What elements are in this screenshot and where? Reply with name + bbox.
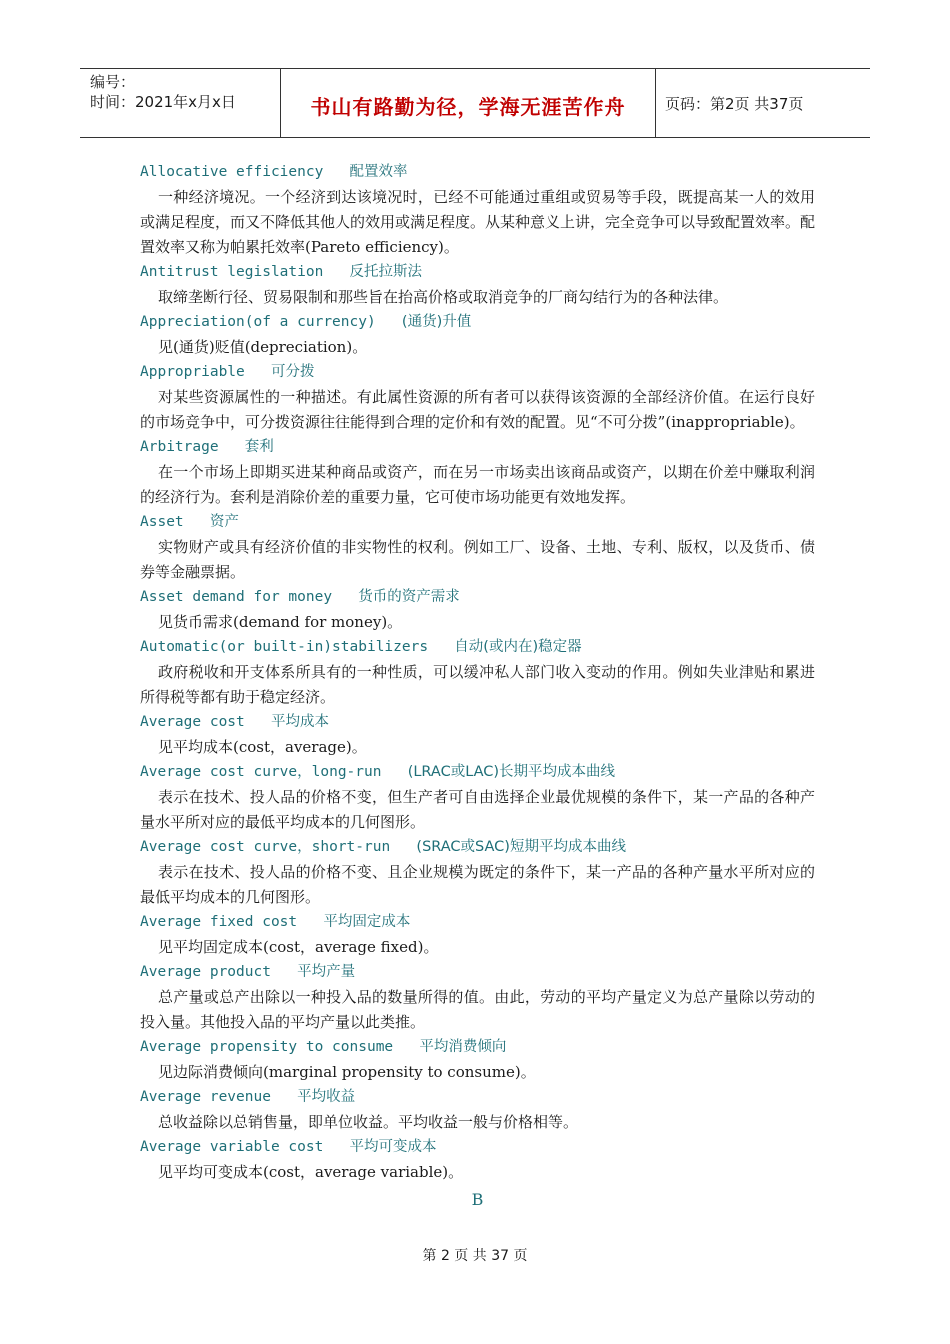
entry-term (140, 835, 815, 860)
glossary-entry (140, 960, 815, 1035)
entry-definition: 见货币需求(demand for money)。 (158, 613, 403, 631)
entry-definition: 一种经济境况。一个经济到达该境况时，已经不可能通过重组或贸易等手段，既提高某一人的效用或满足程度，而又不降低其他人的效用或满足程度。从某种意义上讲，完全竞争可以导致配置效率。配置效率又称为帕累托效率(Pareto efficiency)。 (140, 188, 816, 256)
glossary-entry (140, 435, 815, 510)
entry-term (140, 1085, 815, 1110)
entry-term (140, 585, 815, 610)
entry-term (140, 160, 815, 185)
glossary-entry (140, 1135, 815, 1185)
entry-term (140, 910, 815, 935)
entry-definition: 实物财产或具有经济价值的非实物性的权利。例如工厂、设备、土地、专利、版权，以及货币、债券等金融票据。 (140, 538, 815, 581)
term-en: Average cost (140, 714, 245, 730)
term-en: Average propensity to consume (140, 1039, 394, 1055)
term-en: Average cost curve，short-run (140, 839, 391, 855)
entry-definition: 表示在技术、投人品的价格不变，但生产者可自由选择企业最优规模的条件下，某一产品的各种产量水平所对应的最低平均成本的几何图形。 (140, 788, 815, 831)
entry-term (140, 1135, 815, 1160)
term-en: Average product (140, 964, 271, 980)
glossary-entry (140, 635, 815, 710)
term-zh: 平均收益 (297, 1089, 356, 1105)
entry-term (140, 960, 815, 985)
section-letter: B (471, 1190, 484, 1209)
glossary-entry (140, 585, 815, 635)
entry-definition: 对某些资源属性的一种描述。有此属性资源的所有者可以获得该资源的全部经济价值。在运行良好的市场竞争中，可分拨资源往往能得到合理的定价和有效的配置。见“不可分拨”(inappropriable)。 (140, 388, 815, 431)
term-en: Asset demand for money (140, 589, 333, 605)
term-zh: (通货)升值 (401, 314, 472, 330)
glossary-entry (140, 835, 815, 910)
glossary-content (140, 160, 815, 1213)
entry-definition: 见平均固定成本(cost，average fixed)。 (158, 938, 439, 956)
entry-definition: 见平均成本(cost，average)。 (158, 738, 367, 756)
term-en: Automatic(or built-in)stabilizers (140, 639, 429, 655)
glossary-entry (140, 910, 815, 960)
entry-term (140, 310, 815, 335)
header-motto-cell (280, 69, 656, 137)
entry-definition: 总收益除以总销售量，即单位收益。平均收益一般与价格相等。 (158, 1113, 579, 1131)
entry-definition: 见边际消费倾向(marginal propensity to consume)。 (158, 1063, 536, 1081)
term-zh: 平均可变成本 (349, 1139, 437, 1155)
term-zh: 平均固定成本 (323, 914, 411, 930)
term-zh: 可分拨 (270, 364, 315, 380)
glossary-entry (140, 760, 815, 835)
entry-term (140, 1035, 815, 1060)
entry-definition: 政府税收和开支体系所具有的一种性质，可以缓冲私人部门收入变动的作用。例如失业津贴和累进所得税等都有助于稳定经济。 (140, 663, 815, 706)
serial-label: 编号： (90, 73, 136, 91)
term-zh: 配置效率 (349, 164, 408, 180)
term-en: Average fixed cost (140, 914, 298, 930)
entry-term (140, 260, 815, 285)
term-zh: 资产 (209, 514, 239, 530)
glossary-entry (140, 310, 815, 360)
header-page-cell (655, 69, 870, 137)
page-header (80, 68, 870, 138)
term-zh: 反托拉斯法 (349, 264, 423, 280)
entry-term (140, 360, 815, 385)
term-en: Average cost curve，long-run (140, 764, 382, 780)
term-en: Arbitrage (140, 439, 219, 455)
glossary-entry (140, 1035, 815, 1085)
header-meta-cell (80, 69, 280, 137)
glossary-entry (140, 360, 815, 435)
date-label: 时间：2021年x月x日 (90, 93, 236, 111)
term-zh: (SRAC或SAC)短期平均成本曲线 (416, 839, 626, 855)
term-en: Average variable cost (140, 1139, 324, 1155)
term-en: Antitrust legislation (140, 264, 324, 280)
term-zh: 套利 (244, 439, 274, 455)
entry-definition: 在一个市场上即期买进某种商品或资产，而在另一市场卖出该商品或资产，以期在价差中赚取利润的经济行为。套利是消除价差的重要力量，它可使市场功能更有效地发挥。 (140, 463, 815, 506)
term-en: Appreciation(of a currency) (140, 314, 376, 330)
term-zh: 自动(或内在)稳定器 (454, 639, 582, 655)
entry-definition: 见平均可变成本(cost，average variable)。 (158, 1163, 464, 1181)
entry-term (140, 760, 815, 785)
entry-definition: 见(通货)贬值(depreciation)。 (158, 338, 368, 356)
entry-term (140, 710, 815, 735)
motto: 书山有路勤为径，学海无涯苦作舟 (310, 95, 626, 119)
glossary-entry (140, 260, 815, 310)
term-en: Average revenue (140, 1089, 271, 1105)
entry-term (140, 510, 815, 535)
term-zh: 平均消费倾向 (419, 1039, 507, 1055)
page-code: 页码：第2页 共37页 (665, 95, 804, 113)
term-zh: 平均成本 (270, 714, 329, 730)
page-footer: 第 2 页 共 37 页 (422, 1248, 528, 1264)
glossary-entry (140, 510, 815, 585)
entry-definition: 表示在技术、投人品的价格不变、且企业规模为既定的条件下，某一产品的各种产量水平所对应的最低平均成本的几何图形。 (140, 863, 815, 906)
entry-term (140, 435, 815, 460)
term-en: Asset (140, 514, 184, 530)
glossary-entry (140, 1085, 815, 1135)
entry-definition: 总产量或总产出除以一种投入品的数量所得的值。由此，劳动的平均产量定义为总产量除以劳动的投入量。其他投入品的平均产量以此类推。 (140, 988, 815, 1031)
glossary-entry (140, 710, 815, 760)
term-en: Allocative efficiency (140, 164, 324, 180)
glossary-entry (140, 160, 815, 260)
term-zh: (LRAC或LAC)长期平均成本曲线 (407, 764, 616, 780)
entry-definition: 取缔垄断行径、贸易限制和那些旨在抬高价格或取消竞争的厂商勾结行为的各种法律。 (158, 288, 729, 306)
term-en: Appropriable (140, 364, 245, 380)
term-zh: 货币的资产需求 (358, 589, 460, 605)
entry-term (140, 635, 815, 660)
term-zh: 平均产量 (297, 964, 356, 980)
